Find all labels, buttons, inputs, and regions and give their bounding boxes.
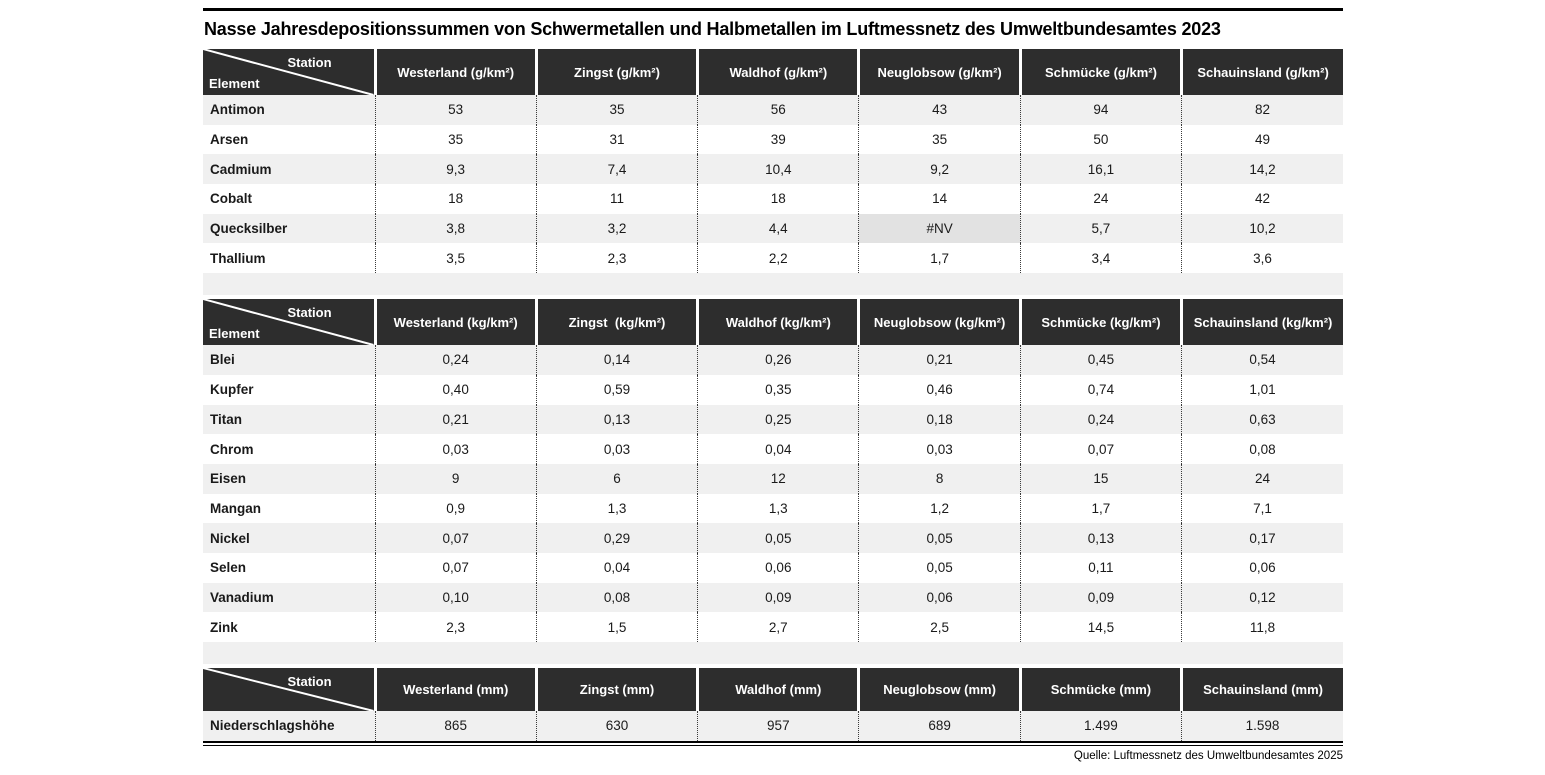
value-cell: 0,07: [375, 523, 536, 553]
value-cell: 8: [859, 464, 1020, 494]
value-cell: 9,3: [375, 154, 536, 184]
value-cell: 2,3: [375, 612, 536, 642]
value-cell: 7,1: [1182, 494, 1343, 524]
value-cell: 3,5: [375, 243, 536, 273]
content-area: [203, 8, 1343, 762]
value-cell: 3,6: [1182, 243, 1343, 273]
value-cell: 0,10: [375, 583, 536, 613]
value-cell: 3,2: [536, 214, 697, 244]
value-cell: 18: [698, 184, 859, 214]
value-cell: 53: [375, 95, 536, 125]
value-cell: 0,07: [1020, 434, 1181, 464]
value-cell: 50: [1020, 125, 1181, 155]
value-cell: 0,63: [1182, 405, 1343, 435]
value-cell: 865: [375, 711, 536, 741]
table-row: [203, 405, 1343, 435]
value-cell: 16,1: [1020, 154, 1181, 184]
table-row: [203, 154, 1343, 184]
value-cell: 1,7: [1020, 494, 1181, 524]
value-cell: 14,5: [1020, 612, 1181, 642]
corner-element-label: Element: [209, 76, 260, 91]
value-cell: 0,18: [859, 405, 1020, 435]
value-cell: 0,04: [536, 553, 697, 583]
row-label: Cobalt: [210, 191, 252, 207]
value-cell: 0,25: [698, 405, 859, 435]
heavy-metals-g-table: [203, 49, 1343, 273]
value-cell: 0,09: [1020, 583, 1181, 613]
double-rule: [203, 741, 1343, 746]
row-label: Chrom: [210, 441, 254, 457]
table-row: [203, 375, 1343, 405]
value-cell: 0,24: [1020, 405, 1181, 435]
value-cell: 0,05: [698, 523, 859, 553]
value-cell: 5,7: [1020, 214, 1181, 244]
column-header: Zingst (g/km²): [536, 49, 697, 95]
table-row: [203, 494, 1343, 524]
table-row: [203, 184, 1343, 214]
column-header: Schmücke (kg/km²): [1020, 299, 1181, 345]
value-cell: 7,4: [536, 154, 697, 184]
row-label: Niederschlagshöhe: [210, 718, 335, 734]
row-label: Blei: [210, 352, 235, 368]
column-header: Waldhof (g/km²): [698, 49, 859, 95]
value-cell: 35: [375, 125, 536, 155]
column-header: Westerland (mm): [375, 668, 536, 711]
table-row: [203, 95, 1343, 125]
value-cell: 0,35: [698, 375, 859, 405]
value-cell: 3,4: [1020, 243, 1181, 273]
value-cell: 0,12: [1182, 583, 1343, 613]
column-header: Schmücke (g/km²): [1020, 49, 1181, 95]
value-cell: 0,21: [375, 405, 536, 435]
table-row: [203, 125, 1343, 155]
row-label: Zink: [210, 619, 238, 635]
value-cell: 82: [1182, 95, 1343, 125]
value-cell: 0,54: [1182, 345, 1343, 375]
value-cell: 0,59: [536, 375, 697, 405]
table-row: [203, 345, 1343, 375]
value-cell: 9: [375, 464, 536, 494]
value-cell: 0,09: [698, 583, 859, 613]
table-row: [203, 243, 1343, 273]
value-cell: 1.499: [1020, 711, 1181, 741]
column-header: Westerland (kg/km²): [375, 299, 536, 345]
top-rule: [203, 8, 1343, 11]
value-cell: 3,8: [375, 214, 536, 244]
column-header: Neuglobsow (kg/km²): [859, 299, 1020, 345]
row-label: Quecksilber: [210, 221, 288, 237]
value-cell: 43: [859, 95, 1020, 125]
column-header: Schmücke (mm): [1020, 668, 1181, 711]
row-label: Selen: [210, 560, 247, 576]
corner-station-label: Station: [287, 55, 332, 70]
value-cell: 0,04: [698, 434, 859, 464]
column-header: Zingst (kg/km²): [536, 299, 697, 345]
table-row: [203, 464, 1343, 494]
value-cell: 24: [1020, 184, 1181, 214]
header-row: [203, 299, 1343, 345]
value-cell: 49: [1182, 125, 1343, 155]
value-cell: 35: [859, 125, 1020, 155]
value-cell: 9,2: [859, 154, 1020, 184]
value-cell: 0,06: [859, 583, 1020, 613]
value-cell: 0,29: [536, 523, 697, 553]
corner-cell: [203, 668, 375, 711]
corner-element-label: Element: [209, 326, 260, 342]
value-cell: 0,03: [375, 434, 536, 464]
column-header: Westerland (g/km²): [375, 49, 536, 95]
value-cell: 1,5: [536, 612, 697, 642]
value-cell: 2,7: [698, 612, 859, 642]
value-cell: 35: [536, 95, 697, 125]
value-cell: 24: [1182, 464, 1343, 494]
row-label: Antimon: [210, 102, 265, 118]
value-cell: 957: [698, 711, 859, 741]
table-row: [203, 214, 1343, 244]
value-cell: 0,40: [375, 375, 536, 405]
corner-station-label: Station: [287, 305, 332, 321]
value-cell: 11: [536, 184, 697, 214]
value-cell: 0,13: [1020, 523, 1181, 553]
row-label: Vanadium: [210, 589, 274, 605]
value-cell: 0,13: [536, 405, 697, 435]
column-header: Schauinsland (mm): [1182, 668, 1343, 711]
value-cell: 0,24: [375, 345, 536, 375]
row-label: Kupfer: [210, 382, 254, 398]
column-header: Neuglobsow (mm): [859, 668, 1020, 711]
value-cell: 0,06: [1182, 553, 1343, 583]
heavy-metals-kg-table: [203, 299, 1343, 642]
source-note: Quelle: Luftmessnetz des Umweltbundesamtes 2025: [1073, 749, 1343, 762]
value-cell: 0,74: [1020, 375, 1181, 405]
value-cell: 94: [1020, 95, 1181, 125]
value-cell: 0,05: [859, 553, 1020, 583]
table-row: [203, 553, 1343, 583]
value-cell: 2,5: [859, 612, 1020, 642]
separator-band: [203, 642, 1343, 664]
row-label: Arsen: [210, 132, 249, 148]
header-row: [203, 49, 1343, 95]
value-cell: 6: [536, 464, 697, 494]
table-row: [203, 711, 1343, 741]
corner-cell: [203, 49, 375, 95]
value-cell: 2,3: [536, 243, 697, 273]
value-cell: 1,3: [536, 494, 697, 524]
value-cell: #NV: [859, 214, 1020, 244]
value-cell: 56: [698, 95, 859, 125]
value-cell: 689: [859, 711, 1020, 741]
value-cell: 0,9: [375, 494, 536, 524]
value-cell: 14: [859, 184, 1020, 214]
value-cell: 10,4: [698, 154, 859, 184]
value-cell: 0,07: [375, 553, 536, 583]
value-cell: 0,11: [1020, 553, 1181, 583]
value-cell: 1,01: [1182, 375, 1343, 405]
row-label: Mangan: [210, 500, 262, 516]
value-cell: 0,03: [536, 434, 697, 464]
precipitation-table: [203, 668, 1343, 741]
value-cell: 1,2: [859, 494, 1020, 524]
value-cell: 10,2: [1182, 214, 1343, 244]
row-label: Titan: [210, 411, 243, 427]
table-row: [203, 523, 1343, 553]
header-row: [203, 668, 1343, 711]
value-cell: 31: [536, 125, 697, 155]
value-cell: 39: [698, 125, 859, 155]
value-cell: 11,8: [1182, 612, 1343, 642]
row-label: Cadmium: [210, 161, 272, 177]
value-cell: 12: [698, 464, 859, 494]
value-cell: 0,06: [698, 553, 859, 583]
table-row: [203, 583, 1343, 613]
column-header: Neuglobsow (g/km²): [859, 49, 1020, 95]
row-label: Thallium: [210, 250, 266, 266]
column-header: Schauinsland (g/km²): [1182, 49, 1343, 95]
value-cell: 18: [375, 184, 536, 214]
value-cell: 0,08: [536, 583, 697, 613]
value-cell: 0,21: [859, 345, 1020, 375]
table-row: [203, 434, 1343, 464]
value-cell: 1.598: [1182, 711, 1343, 741]
row-label: Nickel: [210, 530, 250, 546]
value-cell: 14,2: [1182, 154, 1343, 184]
column-header: Waldhof (mm): [698, 668, 859, 711]
table-row: [203, 612, 1343, 642]
value-cell: 4,4: [698, 214, 859, 244]
column-header: Zingst (mm): [536, 668, 697, 711]
value-cell: 1,3: [698, 494, 859, 524]
value-cell: 1,7: [859, 243, 1020, 273]
column-header: Schauinsland (kg/km²): [1182, 299, 1343, 345]
column-header: Waldhof (kg/km²): [698, 299, 859, 345]
separator-band: [203, 273, 1343, 295]
page-title: Nasse Jahresdepositionssummen von Schwermetallen und Halbmetallen im Luftmessnetz des Umweltbundesamtes 2023: [204, 19, 1221, 39]
value-cell: 42: [1182, 184, 1343, 214]
value-cell: 0,08: [1182, 434, 1343, 464]
value-cell: 2,2: [698, 243, 859, 273]
corner-cell: [203, 299, 375, 345]
value-cell: 0,45: [1020, 345, 1181, 375]
value-cell: 630: [536, 711, 697, 741]
corner-station-label: Station: [287, 674, 332, 689]
value-cell: 15: [1020, 464, 1181, 494]
value-cell: 0,14: [536, 345, 697, 375]
value-cell: 0,46: [859, 375, 1020, 405]
row-label: Eisen: [210, 471, 247, 487]
value-cell: 0,03: [859, 434, 1020, 464]
value-cell: 0,05: [859, 523, 1020, 553]
value-cell: 0,26: [698, 345, 859, 375]
value-cell: 0,17: [1182, 523, 1343, 553]
